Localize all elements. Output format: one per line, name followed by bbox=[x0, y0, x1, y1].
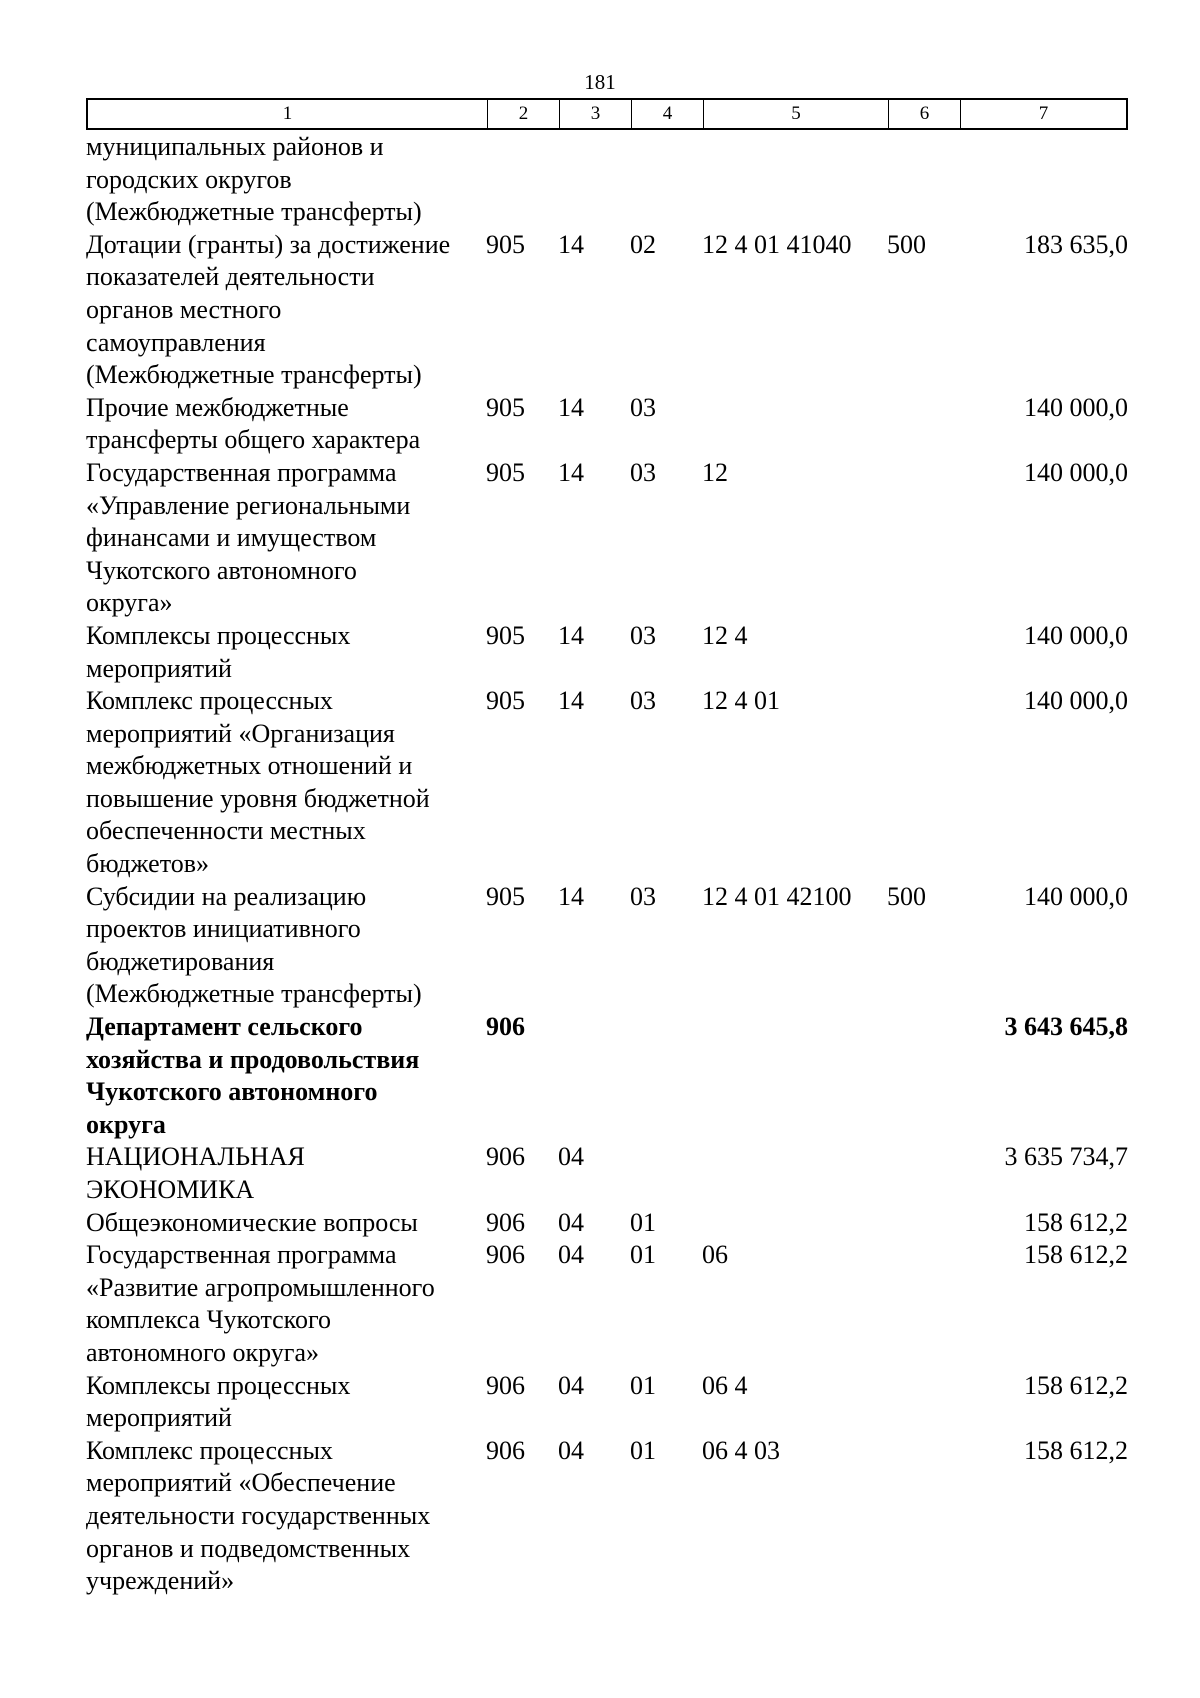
description-line: органов и подведомственных bbox=[86, 1533, 411, 1563]
description-line: (Межбюджетные трансферты) bbox=[86, 979, 422, 1009]
description-line: обеспеченности местных bbox=[86, 816, 366, 846]
description-line: Субсидии на реализацию bbox=[86, 881, 367, 911]
target-item-code bbox=[702, 1207, 887, 1240]
target-item-code: 06 4 bbox=[702, 1370, 748, 1400]
amount: 140 000,0 bbox=[1024, 457, 1128, 487]
expense-type-code bbox=[887, 1370, 959, 1435]
target-item-code: 12 4 bbox=[702, 620, 748, 650]
subsection-code bbox=[630, 1141, 702, 1206]
expense-type-code bbox=[887, 1011, 959, 1141]
description-line: учреждений» bbox=[86, 1566, 235, 1596]
ministry-code: 905 bbox=[486, 686, 525, 716]
section-code bbox=[558, 131, 630, 229]
section-code: 14 bbox=[558, 392, 584, 422]
expense-type-code bbox=[887, 392, 959, 457]
section-code: 04 bbox=[558, 1240, 584, 1270]
subsection-code: 03 bbox=[630, 620, 656, 650]
target-item-code: 12 4 01 41040 bbox=[702, 229, 852, 259]
row-description bbox=[86, 1239, 486, 1369]
table-row bbox=[86, 1011, 1128, 1141]
column-header-5: 5 bbox=[704, 100, 889, 128]
target-item-code: 12 4 01 bbox=[702, 686, 780, 716]
subsection-code: 03 bbox=[630, 686, 656, 716]
description-line: (Межбюджетные трансферты) bbox=[86, 360, 422, 390]
expense-type-code bbox=[887, 620, 959, 685]
ministry-code: 905 bbox=[486, 620, 525, 650]
description-line: мероприятий bbox=[86, 1403, 232, 1433]
table-header bbox=[86, 98, 1128, 130]
description-line: городских округов bbox=[86, 164, 292, 194]
ministry-code: 906 bbox=[486, 1435, 525, 1465]
expense-type-code: 500 bbox=[887, 881, 926, 911]
table-row bbox=[86, 392, 1128, 457]
description-line: «Управление региональными bbox=[86, 490, 411, 520]
subsection-code: 01 bbox=[630, 1435, 656, 1465]
row-description bbox=[86, 131, 486, 229]
description-line: трансферты общего характера bbox=[86, 425, 421, 455]
amount: 140 000,0 bbox=[1024, 392, 1128, 422]
amount: 140 000,0 bbox=[1024, 620, 1128, 650]
ministry-code: 906 bbox=[486, 1207, 525, 1237]
column-header-1: 1 bbox=[88, 100, 488, 128]
section-code: 04 bbox=[558, 1142, 584, 1172]
target-item-code: 12 bbox=[702, 457, 728, 487]
description-line: Прочие межбюджетные bbox=[86, 392, 349, 422]
description-line: Чукотского автономного bbox=[86, 1077, 378, 1107]
description-line: Общеэкономические вопросы bbox=[86, 1207, 418, 1237]
description-line: финансами и имуществом bbox=[86, 523, 377, 553]
target-item-code bbox=[702, 131, 887, 229]
table-row bbox=[86, 685, 1128, 881]
table-row bbox=[86, 1239, 1128, 1369]
table-row bbox=[86, 229, 1128, 392]
description-line: Дотации (гранты) за достижение bbox=[86, 229, 451, 259]
section-code: 14 bbox=[558, 620, 584, 650]
expense-type-code bbox=[887, 1435, 959, 1598]
section-code: 14 bbox=[558, 457, 584, 487]
table-row bbox=[86, 1141, 1128, 1206]
expense-type-code bbox=[887, 1207, 959, 1240]
column-header-6: 6 bbox=[889, 100, 961, 128]
subsection-code: 02 bbox=[630, 229, 656, 259]
row-description bbox=[86, 457, 486, 620]
description-line: показателей деятельности bbox=[86, 262, 375, 292]
subsection-code bbox=[630, 1011, 702, 1141]
amount: 158 612,2 bbox=[1024, 1370, 1128, 1400]
section-code bbox=[558, 1011, 630, 1141]
expense-type-code bbox=[887, 457, 959, 620]
row-description bbox=[86, 1370, 486, 1435]
subsection-code: 03 bbox=[630, 881, 656, 911]
description-line: деятельности государственных bbox=[86, 1500, 431, 1530]
row-description bbox=[86, 229, 486, 392]
description-line: Департамент сельского bbox=[86, 1012, 363, 1042]
subsection-code: 01 bbox=[630, 1207, 656, 1237]
description-line: мероприятий bbox=[86, 653, 232, 683]
amount: 158 612,2 bbox=[1024, 1207, 1128, 1237]
column-header-4: 4 bbox=[632, 100, 704, 128]
description-line: мероприятий «Обеспечение bbox=[86, 1468, 396, 1498]
description-line: повышение уровня бюджетной bbox=[86, 783, 430, 813]
description-line: округа bbox=[86, 1109, 166, 1139]
description-line: органов местного bbox=[86, 294, 282, 324]
amount bbox=[959, 131, 1128, 229]
ministry-code: 905 bbox=[486, 881, 525, 911]
target-item-code: 06 4 03 bbox=[702, 1435, 780, 1465]
table-row bbox=[86, 1207, 1128, 1240]
description-line: проектов инициативного bbox=[86, 914, 361, 944]
section-code: 14 bbox=[558, 686, 584, 716]
page-number: 181 bbox=[584, 70, 616, 94]
table-row bbox=[86, 881, 1128, 1011]
expense-type-code: 500 bbox=[887, 229, 926, 259]
description-line: НАЦИОНАЛЬНАЯ bbox=[86, 1142, 305, 1172]
table-body bbox=[86, 131, 1128, 1598]
section-code: 14 bbox=[558, 229, 584, 259]
description-line: Комплексы процессных bbox=[86, 620, 351, 650]
subsection-code: 03 bbox=[630, 392, 656, 422]
description-line: «Развитие агропромышленного bbox=[86, 1272, 435, 1302]
description-line: Государственная программа bbox=[86, 457, 397, 487]
description-line: Комплексы процессных bbox=[86, 1370, 351, 1400]
row-description bbox=[86, 881, 486, 1011]
description-line: Комплекс процессных bbox=[86, 1435, 333, 1465]
expense-type-code bbox=[887, 131, 959, 229]
ministry-code: 905 bbox=[486, 457, 525, 487]
expense-type-code bbox=[887, 1239, 959, 1369]
description-line: бюджетов» bbox=[86, 849, 210, 879]
description-line: межбюджетных отношений и bbox=[86, 751, 413, 781]
description-line: мероприятий «Организация bbox=[86, 718, 395, 748]
description-line: бюджетирования bbox=[86, 946, 275, 976]
column-header-7: 7 bbox=[1038, 103, 1049, 124]
amount: 3 643 645,8 bbox=[1004, 1012, 1128, 1042]
subsection-code: 01 bbox=[630, 1370, 656, 1400]
table-row bbox=[86, 1435, 1128, 1598]
description-line: (Межбюджетные трансферты) bbox=[86, 197, 422, 227]
row-description bbox=[86, 1435, 486, 1598]
amount: 140 000,0 bbox=[1024, 686, 1128, 716]
row-description bbox=[86, 1011, 486, 1141]
table-row bbox=[86, 620, 1128, 685]
section-code: 14 bbox=[558, 881, 584, 911]
row-description bbox=[86, 685, 486, 881]
row-description bbox=[86, 392, 486, 457]
subsection-code: 01 bbox=[630, 1240, 656, 1270]
ministry-code: 906 bbox=[486, 1012, 525, 1042]
amount: 183 635,0 bbox=[1024, 229, 1128, 259]
description-line: автономного округа» bbox=[86, 1337, 319, 1367]
description-line: округа» bbox=[86, 588, 173, 618]
description-line: Государственная программа bbox=[86, 1240, 397, 1270]
amount: 3 635 734,7 bbox=[1004, 1142, 1128, 1172]
target-item-code: 06 bbox=[702, 1240, 728, 1270]
description-line: ЭКОНОМИКА bbox=[86, 1175, 255, 1204]
section-code: 04 bbox=[558, 1207, 584, 1237]
ministry-code: 905 bbox=[486, 392, 525, 422]
table-row bbox=[86, 131, 1128, 229]
section-code: 04 bbox=[558, 1435, 584, 1465]
subsection-code bbox=[630, 131, 702, 229]
amount: 158 612,2 bbox=[1024, 1435, 1128, 1465]
table-row bbox=[86, 457, 1128, 620]
amount: 158 612,2 bbox=[1024, 1240, 1128, 1270]
description-line: муниципальных районов и bbox=[86, 132, 384, 161]
description-line: Комплекс процессных bbox=[86, 686, 333, 716]
target-item-code bbox=[702, 1011, 887, 1141]
section-code: 04 bbox=[558, 1370, 584, 1400]
expense-type-code bbox=[887, 685, 959, 881]
row-description bbox=[86, 620, 486, 685]
amount: 140 000,0 bbox=[1024, 881, 1128, 911]
row-description bbox=[86, 1207, 486, 1240]
description-line: хозяйства и продовольствия bbox=[86, 1044, 420, 1074]
description-line: Чукотского автономного bbox=[86, 555, 357, 585]
ministry-code: 906 bbox=[486, 1370, 525, 1400]
column-header-2: 2 bbox=[488, 100, 560, 128]
table-row bbox=[86, 1370, 1128, 1435]
description-line: комплекса Чукотского bbox=[86, 1305, 331, 1335]
ministry-code bbox=[486, 131, 558, 229]
target-item-code: 12 4 01 42100 bbox=[702, 881, 852, 911]
row-description bbox=[86, 1141, 486, 1206]
ministry-code: 906 bbox=[486, 1142, 525, 1172]
description-line: самоуправления bbox=[86, 327, 266, 357]
ministry-code: 905 bbox=[486, 229, 525, 259]
ministry-code: 906 bbox=[486, 1240, 525, 1270]
target-item-code bbox=[702, 1141, 887, 1206]
target-item-code bbox=[702, 392, 887, 457]
expense-type-code bbox=[887, 1141, 959, 1206]
subsection-code: 03 bbox=[630, 457, 656, 487]
column-header-3: 3 bbox=[560, 100, 632, 128]
